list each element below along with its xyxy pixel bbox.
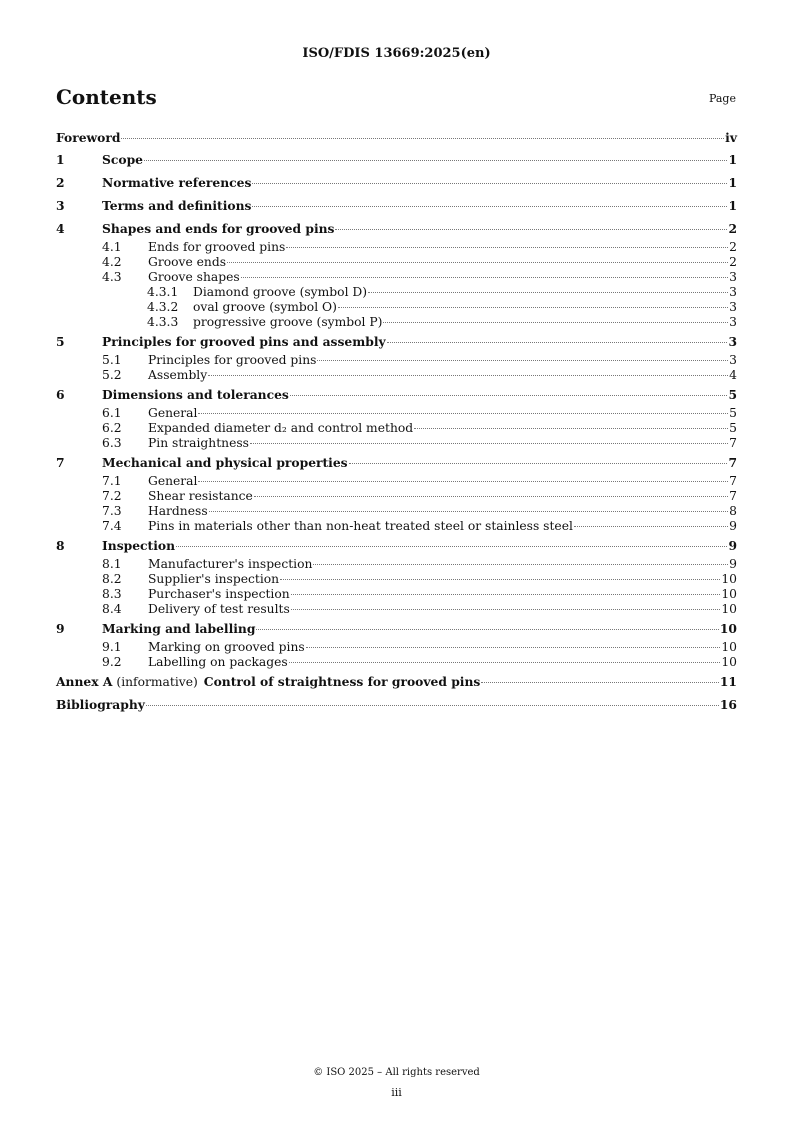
toc-entry-page: 10 [721, 655, 737, 669]
toc-entry[interactable] [56, 270, 737, 285]
toc-entry-page: 5 [729, 421, 737, 435]
toc-entry[interactable] [56, 617, 737, 640]
dot-leader [250, 443, 728, 444]
annex-label: Annex A [56, 674, 113, 689]
toc-entry-title: Bibliography [56, 697, 145, 712]
toc-entry-number: 3 [56, 198, 65, 213]
toc-entry-number: 4.3.2 [147, 300, 179, 314]
toc-entry-page: 10 [721, 587, 737, 601]
toc-entry[interactable] [56, 519, 737, 534]
dot-leader [208, 375, 728, 376]
toc-entry-page: 2 [729, 240, 737, 254]
toc-entry-number: 8.4 [102, 602, 122, 616]
toc-entry-title: Marking and labelling [102, 621, 256, 636]
toc-entry-title: Dimensions and tolerances [102, 387, 289, 402]
toc-entry-number: 4 [56, 221, 65, 236]
dot-leader [146, 705, 719, 706]
toc-entry-number: 6 [56, 387, 65, 402]
toc-entry-number: 4.3.1 [147, 285, 179, 299]
toc-entry-number: 7.2 [102, 489, 122, 503]
toc-entry-title: Principles for grooved pins [148, 353, 317, 367]
dot-leader [574, 526, 728, 527]
toc-entry-title: Inspection [102, 538, 176, 553]
toc-entry-number: 7.3 [102, 504, 122, 518]
dot-leader [121, 138, 724, 139]
toc-entry-page: 1 [728, 198, 737, 213]
toc-entry[interactable] [56, 315, 737, 330]
toc-entry-number: 4.1 [102, 240, 122, 254]
toc-entry-title: Manufacturer's inspection [148, 557, 313, 571]
toc-entry-number: 4.3 [102, 270, 122, 284]
dot-leader [289, 662, 721, 663]
toc-entry-number: 6.3 [102, 436, 122, 450]
toc-entry-page: 2 [729, 255, 737, 269]
toc-entry-title: Pins in materials other than non-heat treated steel or stainless steel [148, 519, 573, 533]
toc-entry-page: 2 [728, 221, 737, 236]
toc-entry-title: Labelling on packages [148, 655, 288, 669]
toc-entry-page: 11 [719, 674, 737, 689]
toc-entry[interactable] [56, 255, 737, 270]
toc-entry[interactable] [56, 383, 737, 406]
toc-entry-title: Shear resistance [148, 489, 253, 503]
dot-leader [286, 247, 728, 248]
toc-entry-number: 7 [56, 455, 65, 470]
toc-entry-page: 10 [721, 602, 737, 616]
dot-leader [227, 262, 728, 263]
dot-leader [254, 496, 728, 497]
toc-entry-page: 7 [729, 474, 737, 488]
toc-entry-number: 9.1 [102, 640, 122, 654]
dot-leader [252, 206, 727, 207]
toc-entry-title: Expanded diameter d₂ and control method [148, 421, 414, 435]
toc-entry-page: 3 [729, 285, 737, 299]
toc-entry[interactable] [56, 474, 737, 489]
copyright-footer: © ISO 2025 – All rights reserved [313, 1067, 480, 1078]
toc-entry-number: 7.4 [102, 519, 122, 533]
toc-entry-page: 3 [729, 300, 737, 314]
toc-entry[interactable] [56, 300, 737, 315]
toc-entry-title: Ends for grooved pins [148, 240, 286, 254]
toc-entry[interactable] [56, 602, 737, 617]
toc-entry-title: General [148, 406, 198, 420]
toc-entry[interactable] [56, 670, 737, 693]
toc-entry-title: Assembly [148, 368, 208, 382]
toc-entry-page: 5 [729, 406, 737, 420]
dot-leader [414, 428, 728, 429]
toc-entry[interactable] [56, 557, 737, 572]
toc-entry-number: 5 [56, 334, 65, 349]
toc-entry-title: Mechanical and physical properties [102, 455, 348, 470]
toc-entry-page: 1 [728, 175, 737, 190]
toc-entry-page: 3 [729, 270, 737, 284]
toc-entry-number: 5.1 [102, 353, 122, 367]
toc-entry[interactable] [56, 285, 737, 300]
toc-entry-number: 8.1 [102, 557, 122, 571]
dot-leader [291, 609, 721, 610]
toc-entry-page: iv [725, 130, 737, 145]
toc-entry[interactable] [56, 572, 737, 587]
dot-leader [256, 629, 718, 630]
toc-entry[interactable] [56, 504, 737, 519]
dot-leader [280, 579, 720, 580]
toc-entry-title: Hardness [148, 504, 208, 518]
toc-entry-page: 9 [729, 519, 737, 533]
dot-leader [291, 594, 721, 595]
dot-leader [349, 463, 728, 464]
toc-entry[interactable] [56, 489, 737, 504]
toc-entry-title: Scope [102, 152, 143, 167]
toc-entry-title: Purchaser's inspection [148, 587, 290, 601]
toc-entry-page: 3 [729, 353, 737, 367]
toc-entry-number: 8.2 [102, 572, 122, 586]
page-number: iii [391, 1086, 402, 1099]
toc-entry-title: Supplier's inspection [148, 572, 280, 586]
dot-leader [387, 342, 728, 343]
dot-leader [335, 229, 727, 230]
toc-entry-page: 10 [721, 640, 737, 654]
toc-entry-page: 5 [728, 387, 737, 402]
dot-leader [252, 183, 727, 184]
dot-leader [241, 277, 729, 278]
toc-entry[interactable] [56, 534, 737, 557]
toc-entry-page: 10 [721, 572, 737, 586]
toc-entry[interactable] [56, 128, 737, 148]
toc-entry-title: Groove ends [148, 255, 227, 269]
toc-entry[interactable] [56, 240, 737, 255]
toc-entry-page: 9 [729, 557, 737, 571]
toc-entry-number: 5.2 [102, 368, 122, 382]
toc-entry-number: 8 [56, 538, 65, 553]
dot-leader [383, 322, 728, 323]
dot-leader [313, 564, 728, 565]
toc-entry-number: 8.3 [102, 587, 122, 601]
toc-entry[interactable] [56, 330, 737, 353]
toc-entry-page: 4 [729, 368, 737, 382]
annex-informative-note: (informative) [116, 675, 198, 689]
dot-leader [368, 292, 728, 293]
toc-entry-number: 6.2 [102, 421, 122, 435]
dot-leader [176, 546, 727, 547]
toc-entry[interactable] [56, 406, 737, 421]
dot-leader [317, 360, 728, 361]
document-id-header: ISO/FDIS 13669:2025(en) [302, 46, 491, 61]
toc-entry-number: 4.3.3 [147, 315, 179, 329]
toc-entry-number: 6.1 [102, 406, 122, 420]
toc-entry[interactable] [56, 217, 737, 240]
page-column-label: Page [708, 92, 736, 105]
toc-entry-number: 4.2 [102, 255, 122, 269]
table-of-contents [56, 128, 737, 716]
toc-entry[interactable] [56, 194, 737, 217]
toc-entry-number: 7.1 [102, 474, 122, 488]
toc-entry-number: 1 [56, 152, 65, 167]
toc-entry-page: 16 [719, 697, 737, 712]
dot-leader [144, 160, 727, 161]
toc-entry-page: 7 [729, 489, 737, 503]
toc-entry[interactable] [56, 171, 737, 194]
toc-entry-page: 10 [719, 621, 737, 636]
toc-entry-page: 3 [728, 334, 737, 349]
toc-entry-title: Diamond groove (symbol D) [193, 285, 368, 299]
toc-entry-title: oval groove (symbol O) [193, 300, 337, 314]
toc-entry-title: Principles for grooved pins and assembly [102, 334, 386, 349]
toc-entry-page: 7 [729, 436, 737, 450]
toc-entry[interactable] [56, 640, 737, 655]
dot-leader [209, 511, 729, 512]
toc-entry-number: 9 [56, 621, 65, 636]
toc-entry-title: Terms and definitions [102, 198, 252, 213]
dot-leader [338, 307, 728, 308]
toc-entry-title: Normative references [102, 175, 252, 190]
toc-entry-title: Pin straightness [148, 436, 249, 450]
toc-entry-title: Control of straightness for grooved pins [203, 674, 481, 689]
toc-entry[interactable] [56, 655, 737, 670]
page-title: Contents [56, 85, 157, 109]
toc-entry-title: General [148, 474, 198, 488]
toc-entry[interactable] [56, 368, 737, 383]
toc-entry-number: 9.2 [102, 655, 122, 669]
toc-entry-page: 7 [728, 455, 737, 470]
toc-entry-title: progressive groove (symbol P) [193, 315, 383, 329]
toc-entry-number: 2 [56, 175, 65, 190]
toc-entry-page: 3 [729, 315, 737, 329]
toc-entry-title: Marking on grooved pins [148, 640, 305, 654]
toc-entry-page: 9 [728, 538, 737, 553]
toc-entry-page: 1 [728, 152, 737, 167]
dot-leader [306, 647, 721, 648]
toc-entry[interactable] [56, 436, 737, 451]
toc-entry-title: Shapes and ends for grooved pins [102, 221, 335, 236]
toc-entry-title: Foreword [56, 130, 121, 145]
toc-entry-page: 8 [729, 504, 737, 518]
toc-entry-title: Delivery of test results [148, 602, 290, 616]
toc-entry[interactable] [56, 353, 737, 368]
dot-leader [198, 481, 728, 482]
toc-entry[interactable] [56, 587, 737, 602]
dot-leader [481, 682, 719, 683]
toc-entry-title: Groove shapes [148, 270, 240, 284]
dot-leader [290, 395, 728, 396]
dot-leader [198, 413, 728, 414]
toc-entry[interactable] [56, 693, 737, 716]
toc-entry[interactable] [56, 421, 737, 436]
toc-entry[interactable] [56, 451, 737, 474]
toc-entry[interactable] [56, 148, 737, 171]
